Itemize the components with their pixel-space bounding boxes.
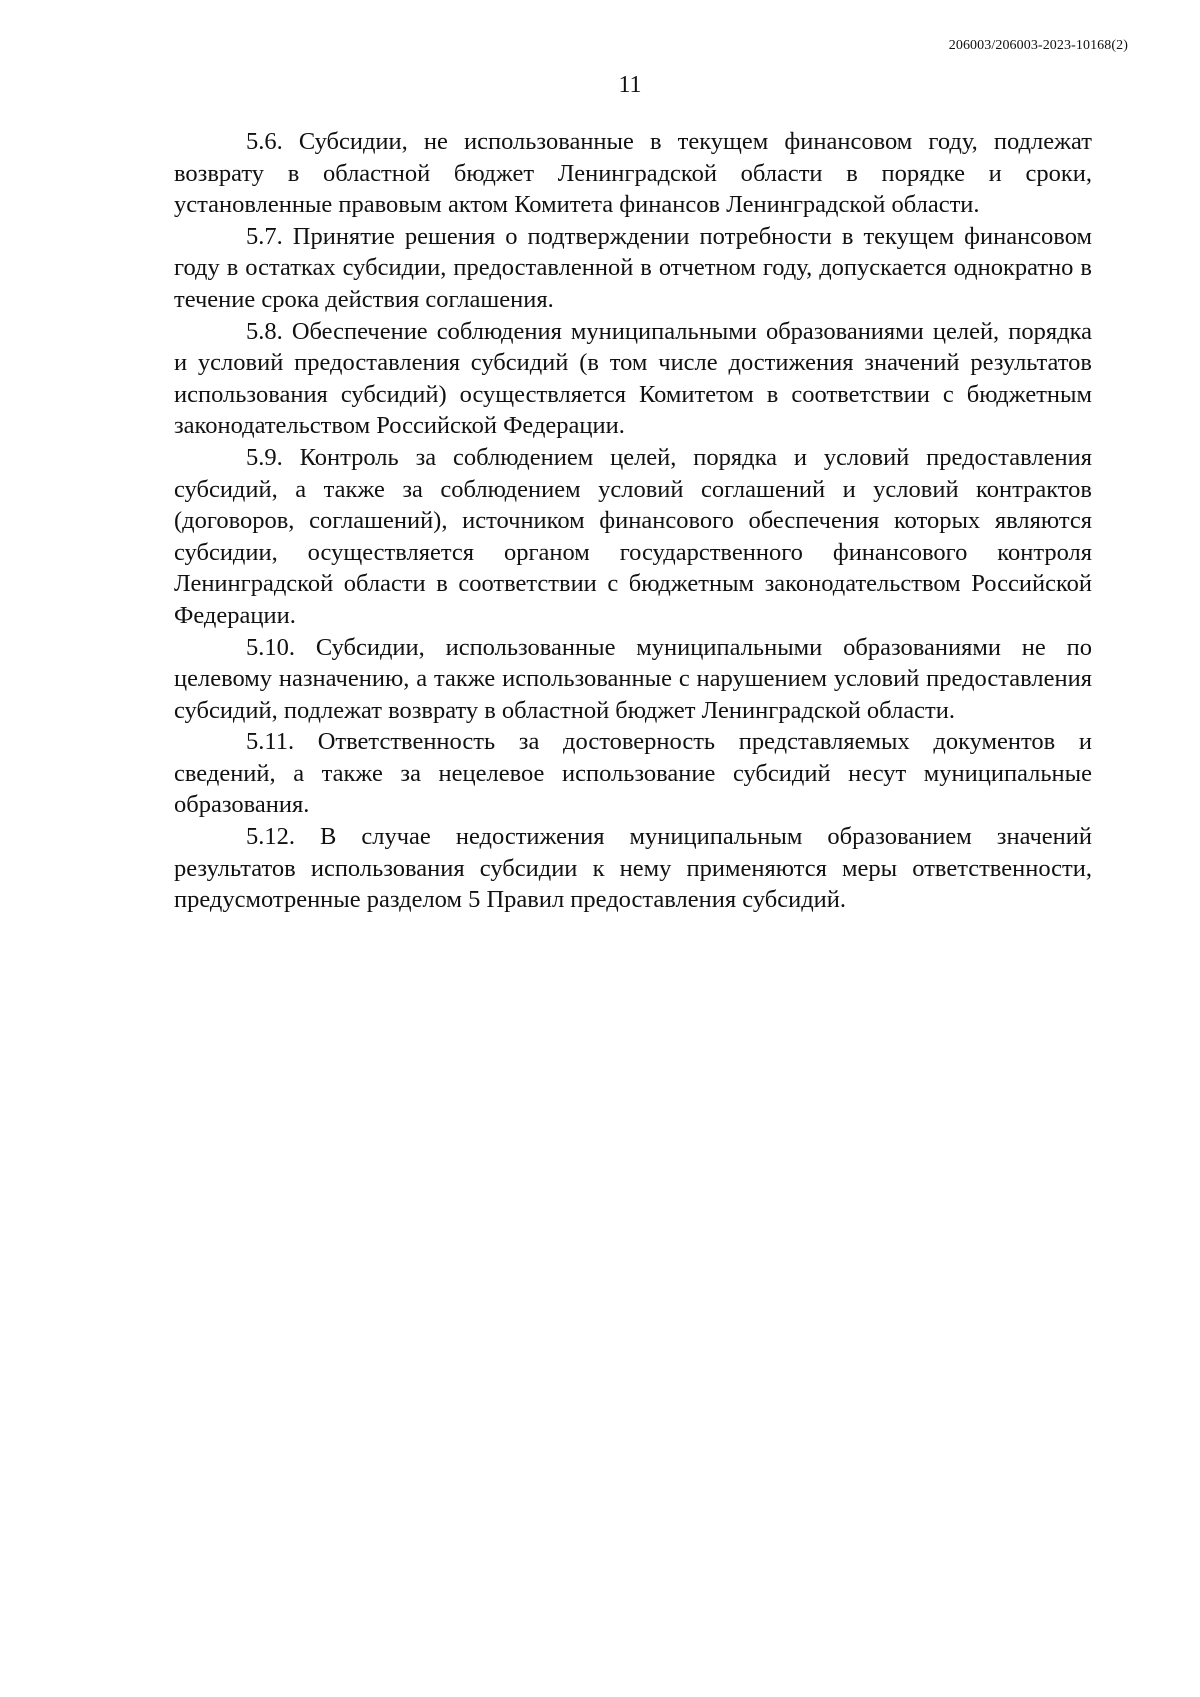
paragraph-5-7: 5.7. Принятие решения о подтверждении потребности в текущем финансовом году в остатках субсидии, предоставленной в отчетном году, допускается однократно в течение срока действия соглашения.: [174, 222, 1092, 313]
paragraph-5-6: 5.6. Субсидии, не использованные в текущем финансовом году, подлежат возврату в областной бюджет Ленинградской области в порядке и сроки, установленные правовым актом Комитета финансов Ленинградской области.: [174, 128, 1092, 219]
paragraph-5-11: 5.11. Ответственность за достоверность представляемых документов и сведений, а также за нецелевое использование субсидий несут муниципальные образования.: [174, 728, 1092, 819]
document-body: [174, 126, 1092, 916]
page-number: 11: [618, 72, 642, 98]
document-id: 206003/206003-2023-10168(2): [948, 38, 1128, 53]
paragraph-5-8: 5.8. Обеспечение соблюдения муниципальными образованиями целей, порядка и условий предоставления субсидий (в том числе достижения значений результатов использования субсидий) осуществляется Комитетом в соответствии с бюджетным законодательством Российской Федерации.: [174, 317, 1092, 440]
paragraph-5-12: 5.12. В случае недостижения муниципальным образованием значений результатов использования субсидии к нему применяются меры ответственности, предусмотренные разделом 5 Правил предоставления субсидий.: [174, 823, 1092, 914]
paragraph-5-10: 5.10. Субсидии, использованные муниципальными образованиями не по целевому назначению, а также использованные с нарушением условий предоставления субсидий, подлежат возврату в областной бюджет Ленинградской области.: [174, 633, 1092, 724]
paragraph-5-9: 5.9. Контроль за соблюдением целей, порядка и условий предоставления субсидий, а также за соблюдением условий соглашений и условий контрактов (договоров, соглашений), источником финансового обеспечения которых являются субсидии, осуществляется органом государственного финансового контроля Ленинградской области в соответствии с бюджетным законодательством Российской Федерации.: [174, 443, 1092, 629]
